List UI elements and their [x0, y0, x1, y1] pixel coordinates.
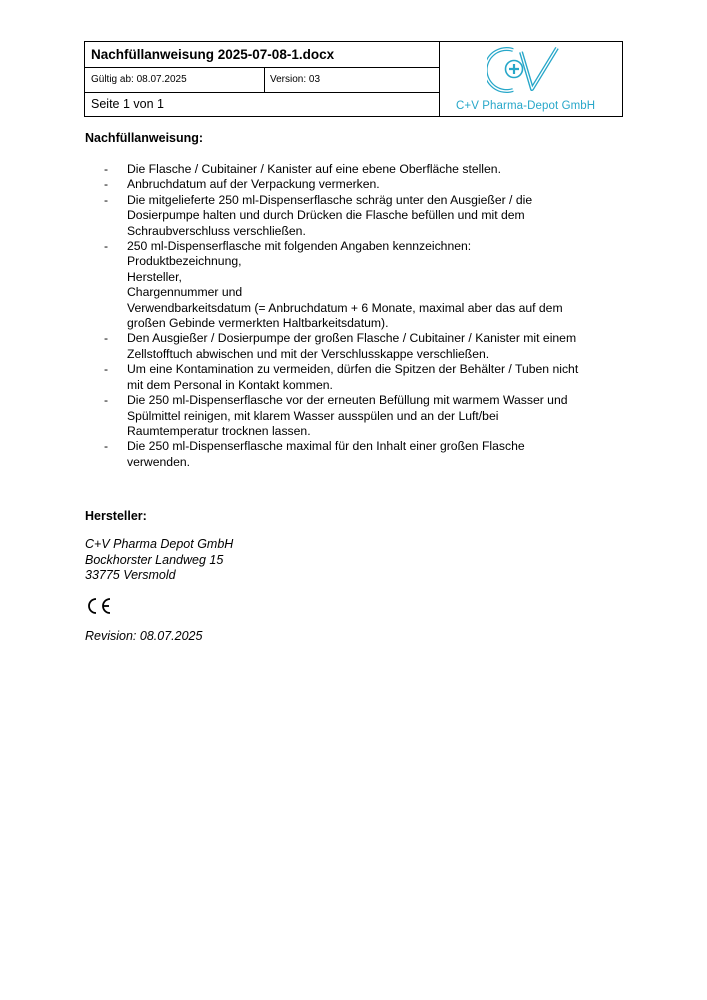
- instruction-text: Dosierpumpe halten und durch Drücken die Flasche befüllen und mit dem: [127, 208, 525, 223]
- instruction-text: Raumtemperatur trocknen lassen.: [127, 423, 311, 438]
- instruction-item: [85, 193, 625, 239]
- instruction-text: Produktbezeichnung,: [127, 254, 242, 269]
- version-label: Version: 03: [270, 74, 321, 85]
- instruction-text: Spülmittel reinigen, mit klarem Wasser ausspülen und an der Luft/bei: [127, 408, 499, 423]
- list-dash: -: [104, 192, 109, 207]
- instruction-text: 250 ml-Dispenserflasche mit folgenden Angaben kennzeichnen:: [127, 239, 472, 254]
- instruction-text: Chargennummer und: [127, 285, 243, 300]
- instruction-text: Um eine Kontamination zu vermeiden, dürfen die Spitzen der Behälter / Tuben nicht: [127, 362, 579, 377]
- manufacturer-street: Bockhorster Landweg 15: [85, 552, 224, 567]
- list-dash: -: [104, 162, 109, 176]
- instruction-text: Hersteller,: [127, 269, 182, 284]
- instruction-item: [85, 331, 625, 362]
- instruction-item: [85, 162, 625, 177]
- instruction-text: Schraubverschluss verschließen.: [127, 223, 306, 238]
- header-divider: [85, 92, 439, 93]
- manufacturer-city: 33775 Versmold: [85, 568, 176, 582]
- manufacturer-heading: Hersteller:: [85, 509, 147, 523]
- document-header-table: [84, 41, 623, 117]
- revision-date: Revision: 08.07.2025: [85, 629, 203, 643]
- instruction-text: Die 250 ml-Dispenserflasche vor der erneuten Befüllung mit warmem Wasser und: [127, 393, 568, 408]
- header-divider: [85, 67, 439, 68]
- valid-from-label: Gültig ab: 08.07.2025: [91, 74, 187, 85]
- instruction-text: mit dem Personal in Kontakt kommen.: [127, 377, 333, 392]
- instruction-text: Die mitgelieferte 250 ml-Dispenserflasche schräg unter den Ausgießer / die: [127, 192, 533, 207]
- list-dash: -: [104, 177, 109, 192]
- page-number-label: Seite 1 von 1: [91, 97, 164, 111]
- header-info-cell: [85, 42, 440, 116]
- list-dash: -: [104, 331, 109, 346]
- list-dash: -: [104, 439, 109, 454]
- instruction-text: Den Ausgießer / Dosierpumpe der großen Flasche / Cubitainer / Kanister mit einem: [127, 331, 577, 346]
- ce-mark-icon: [84, 596, 114, 616]
- instruction-item: [85, 239, 625, 331]
- logo-company-name: C+V Pharma-Depot GmbH: [456, 100, 596, 112]
- instructions-heading: Nachfüllanweisung:: [85, 131, 204, 145]
- instruction-text: verwenden.: [127, 454, 191, 469]
- instruction-text: Die Flasche / Cubitainer / Kanister auf eine ebene Oberfläche stellen.: [127, 162, 501, 176]
- instruction-item: [85, 393, 625, 439]
- list-dash: -: [104, 393, 109, 408]
- list-dash: -: [104, 239, 109, 254]
- instructions-list: [85, 162, 625, 470]
- instruction-text: großen Gebinde vermerkten Haltbarkeitsdatum).: [127, 316, 389, 331]
- instruction-text: Die 250 ml-Dispenserflasche maximal für den Inhalt einer großen Flasche: [127, 439, 525, 454]
- list-dash: -: [104, 362, 109, 377]
- instruction-text: Anbruchdatum auf der Verpackung vermerken.: [127, 177, 380, 192]
- manufacturer-address: [85, 537, 233, 584]
- instruction-item: [85, 439, 625, 470]
- header-cell-divider: [264, 67, 265, 92]
- manufacturer-name: C+V Pharma Depot GmbH: [85, 537, 234, 551]
- company-logo: [441, 42, 622, 116]
- instruction-item: [85, 362, 625, 393]
- instruction-text: Verwendbarkeitsdatum (= Anbruchdatum + 6 Monate, maximal aber das auf dem: [127, 300, 563, 315]
- instruction-item: [85, 177, 625, 192]
- instruction-text: Zellstofftuch abwischen und mit der Verschlusskappe verschließen.: [127, 346, 490, 361]
- document-title: Nachfüllanweisung 2025-07-08-1.docx: [91, 47, 335, 62]
- cv-logo-icon: [487, 45, 561, 95]
